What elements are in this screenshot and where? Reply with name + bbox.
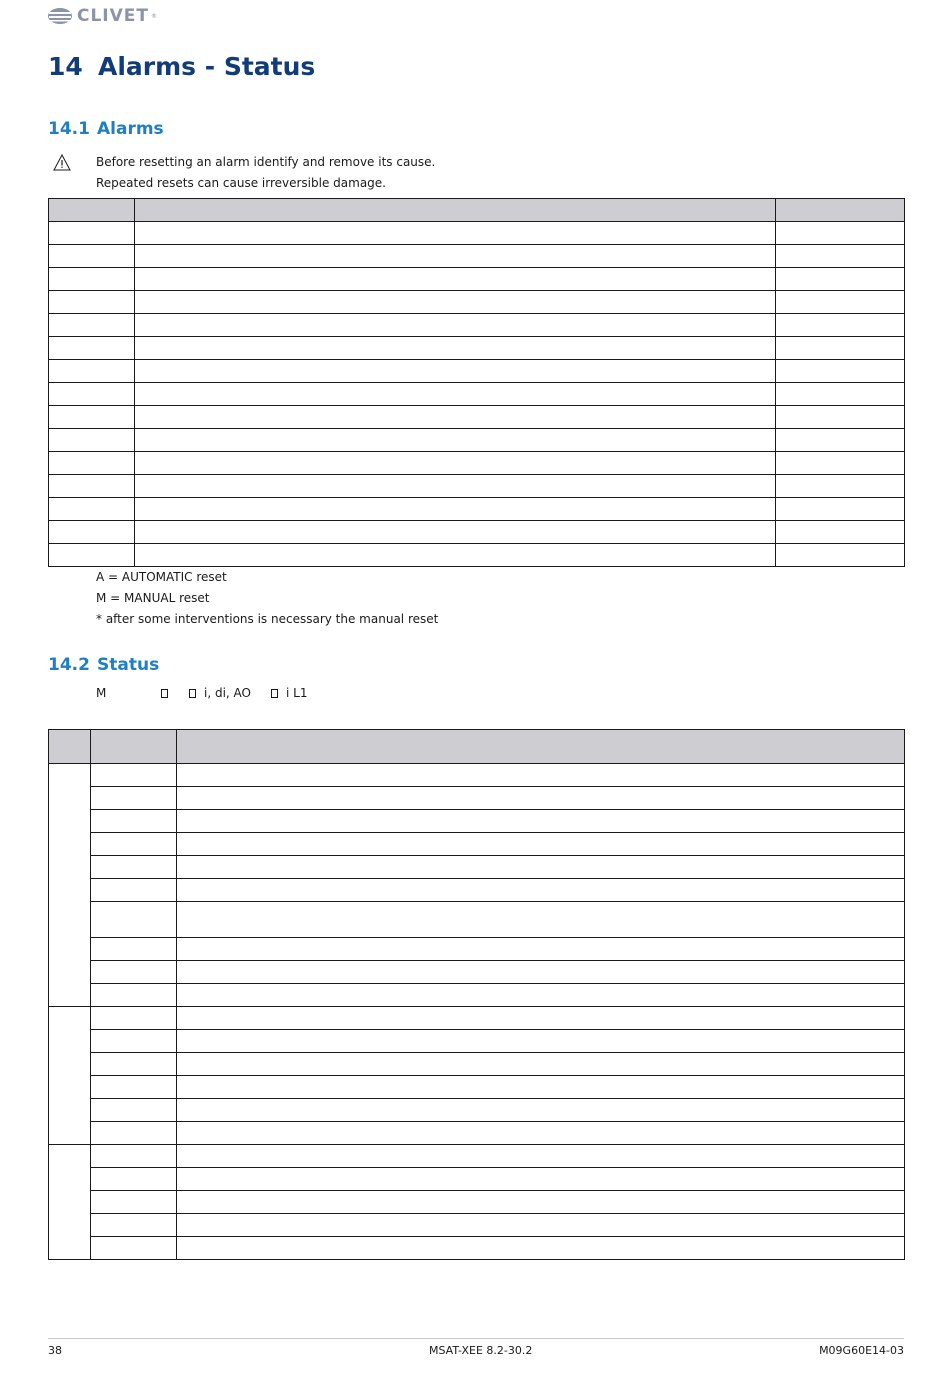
table-row — [49, 1030, 905, 1053]
table-row — [49, 1099, 905, 1122]
menu-path-inputs: i, di, AO — [204, 686, 251, 700]
note-manual-reset-interventions: * after some interventions is necessary the manual reset — [96, 612, 439, 626]
clivet-logo-icon — [47, 7, 73, 25]
table-row — [49, 475, 905, 498]
note-automatic-reset: A = AUTOMATIC reset — [96, 570, 227, 584]
section-heading-status — [48, 655, 159, 675]
footer-page-number: 38 — [48, 1344, 62, 1357]
alarms-table — [48, 198, 905, 567]
table-row — [49, 222, 905, 245]
brand-name: CLIVET — [77, 6, 149, 26]
table-row — [49, 1214, 905, 1237]
table-row — [49, 856, 905, 879]
note-manual-reset: M = MANUAL reset — [96, 591, 210, 605]
table-row — [49, 833, 905, 856]
table-row — [49, 1145, 905, 1168]
table-row — [49, 1122, 905, 1145]
warning-text-2: Repeated resets can cause irreversible damage. — [96, 176, 386, 190]
status-group-cell — [49, 1145, 91, 1260]
table-row — [49, 314, 905, 337]
table-row — [49, 787, 905, 810]
table-row — [49, 383, 905, 406]
table-row — [49, 1007, 905, 1030]
chapter-number: 14 — [48, 52, 83, 81]
alarms-table-header — [49, 199, 905, 222]
footer-divider — [48, 1338, 904, 1339]
table-row — [49, 291, 905, 314]
table-row — [49, 521, 905, 544]
table-row — [49, 544, 905, 567]
menu-path-leaf: i L1 — [286, 686, 308, 700]
table-row — [49, 268, 905, 291]
table-row — [49, 498, 905, 521]
table-row — [49, 1076, 905, 1099]
section-title-alarms: Alarms — [97, 119, 164, 139]
table-row — [49, 938, 905, 961]
section-number-status: 14.2 — [48, 655, 90, 675]
menu-path — [96, 686, 356, 702]
warning-icon — [53, 154, 71, 175]
table-row — [49, 879, 905, 902]
table-row — [49, 245, 905, 268]
missing-glyph-icon — [161, 689, 168, 698]
clivet-logo — [47, 5, 157, 27]
table-row — [49, 452, 905, 475]
table-row — [49, 984, 905, 1007]
section-title-status: Status — [97, 655, 160, 675]
table-row — [49, 902, 905, 938]
trademark-mark: ® — [151, 12, 157, 20]
table-row — [49, 429, 905, 452]
warning-text-1: Before resetting an alarm identify and remove its cause. — [96, 155, 436, 169]
status-table — [48, 729, 905, 1260]
table-row — [49, 337, 905, 360]
status-group-cell — [49, 764, 91, 1007]
table-row — [49, 764, 905, 787]
missing-glyph-icon — [271, 689, 278, 698]
table-row — [49, 1053, 905, 1076]
table-row — [49, 1191, 905, 1214]
section-heading-alarms — [48, 119, 164, 139]
chapter-title — [48, 52, 315, 81]
table-row — [49, 810, 905, 833]
footer-doc-code: M09G60E14-03 — [819, 1344, 904, 1357]
status-table-header — [49, 730, 905, 764]
chapter-title-text: Alarms - Status — [98, 52, 316, 81]
table-row — [49, 1168, 905, 1191]
table-row — [49, 1237, 905, 1260]
table-row — [49, 360, 905, 383]
section-number-alarms: 14.1 — [48, 119, 90, 139]
table-row — [49, 961, 905, 984]
missing-glyph-icon — [189, 689, 196, 698]
table-row — [49, 406, 905, 429]
status-group-cell — [49, 1007, 91, 1145]
menu-path-root: M — [96, 686, 107, 700]
footer-model: MSAT-XEE 8.2-30.2 — [429, 1344, 533, 1357]
